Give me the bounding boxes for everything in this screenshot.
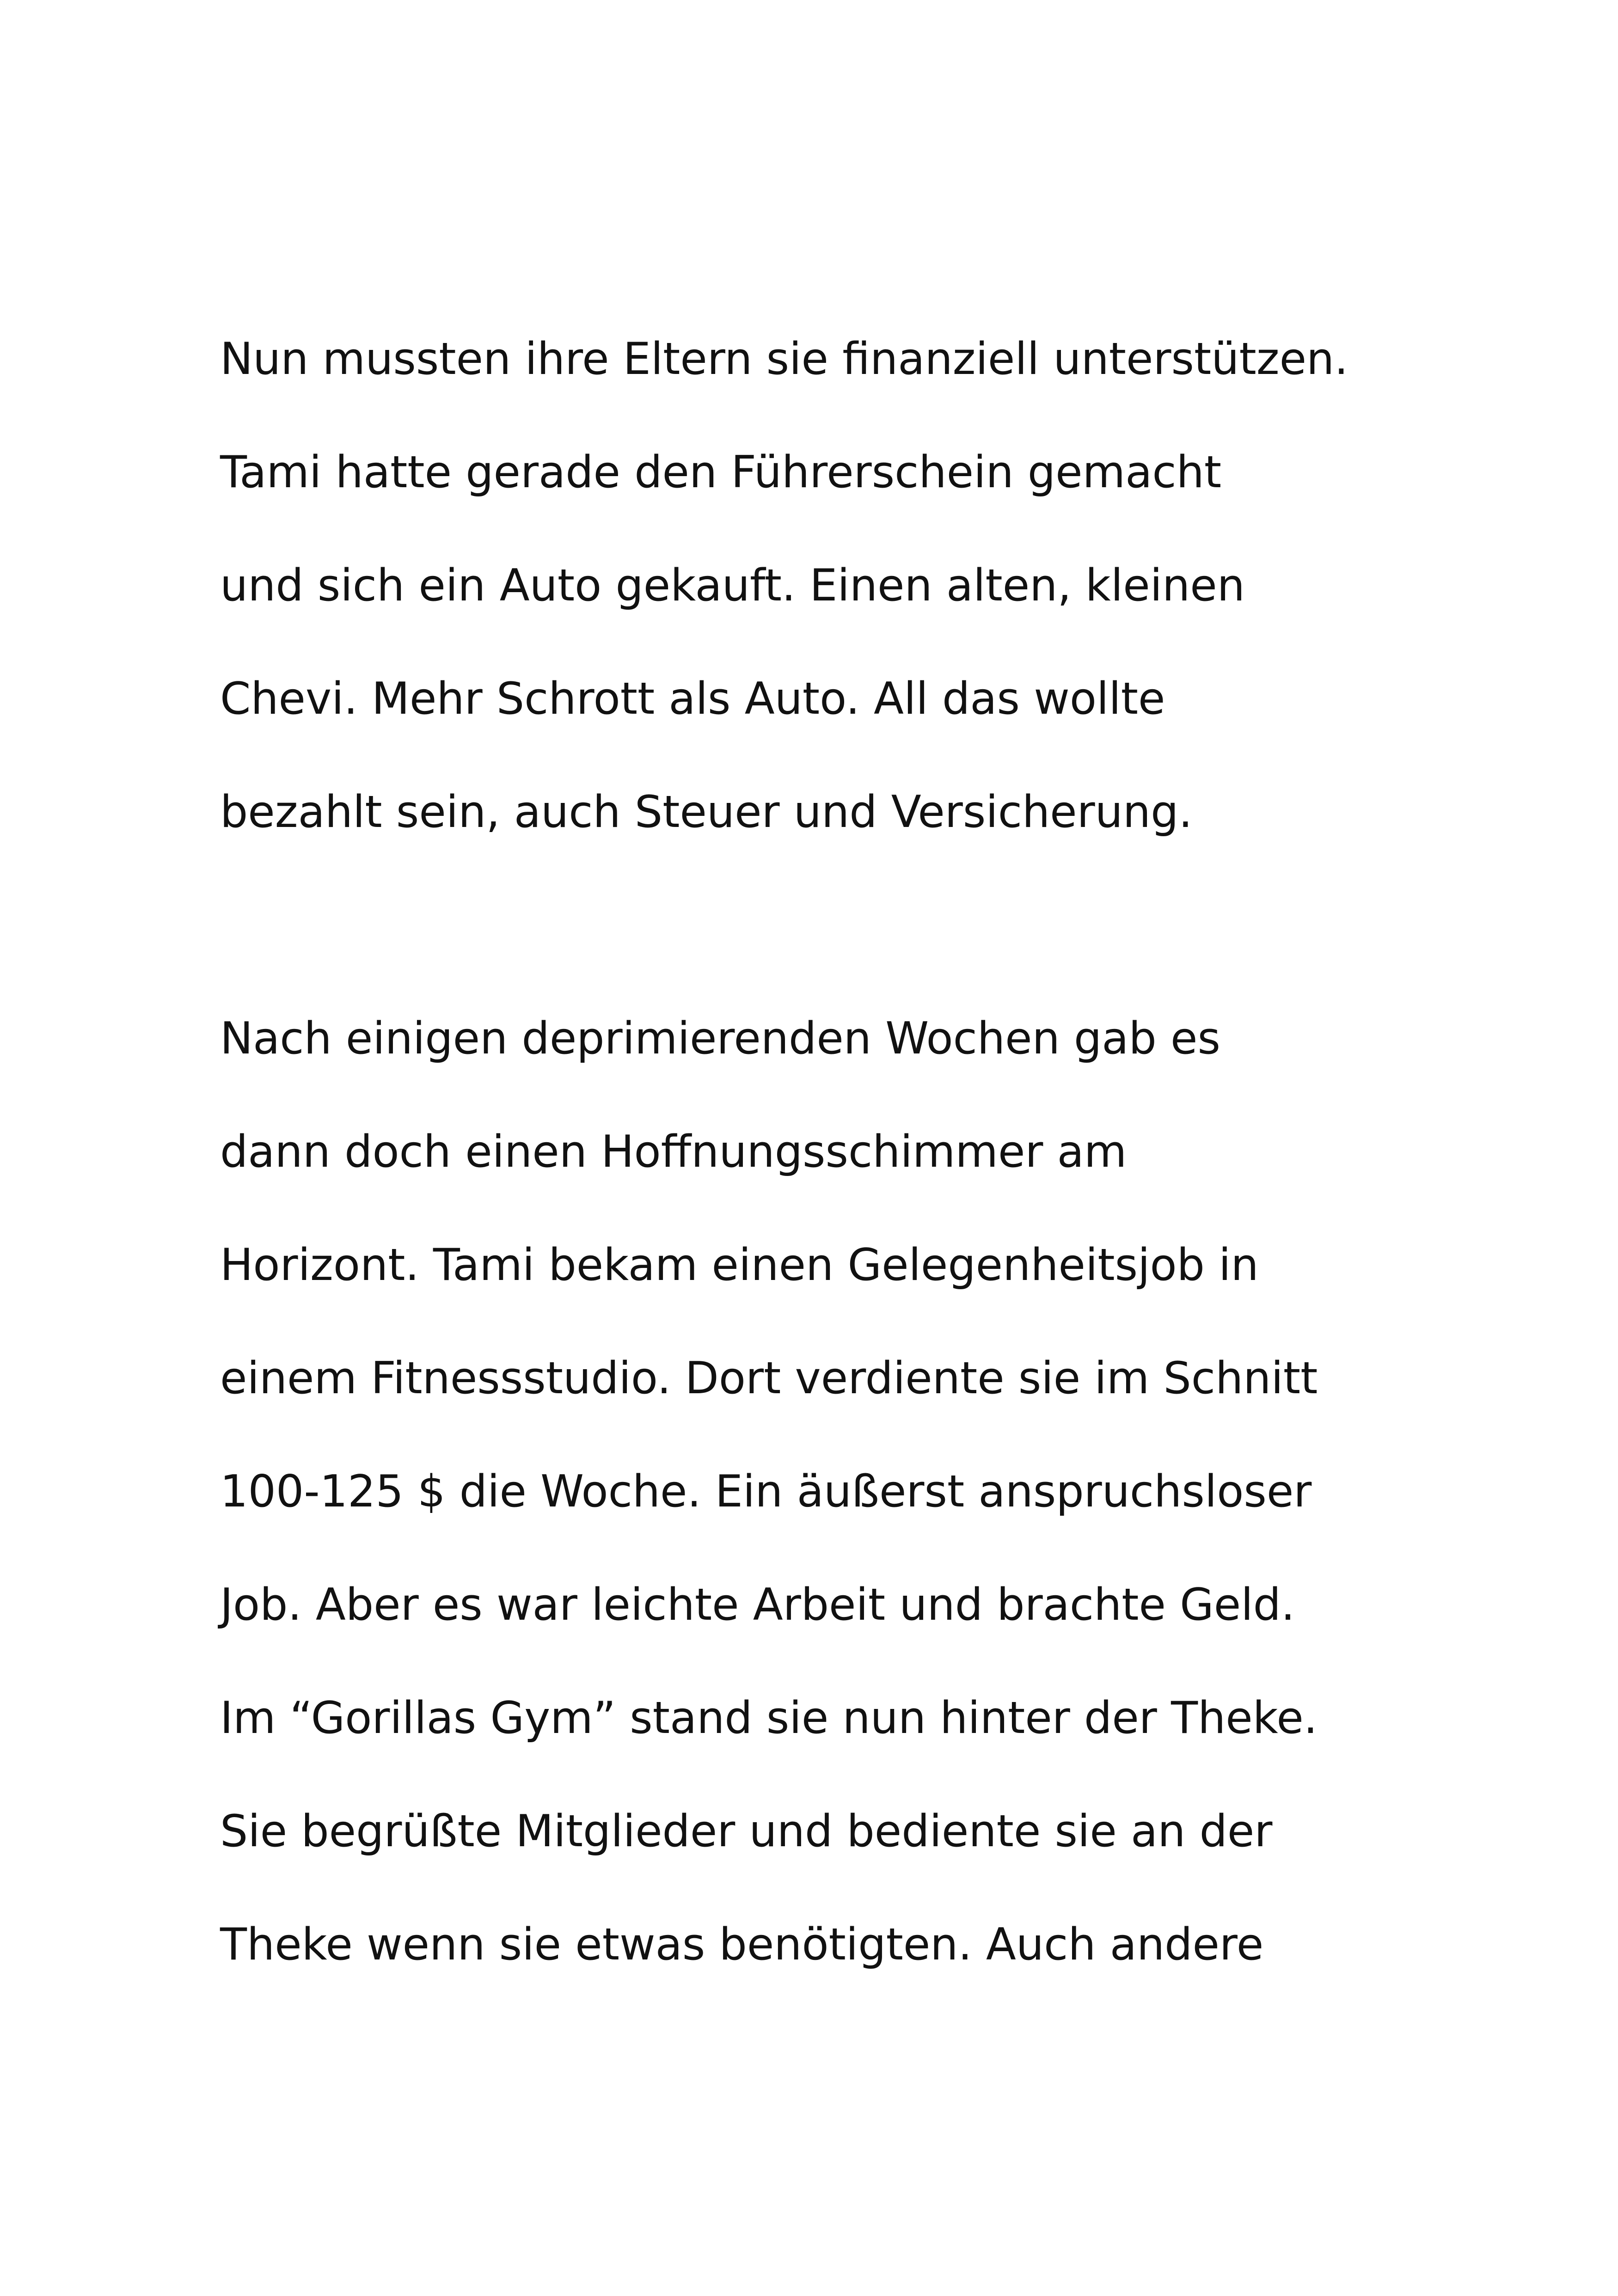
text-line: Tami hatte gerade den Führerschein gemacht (220, 447, 1222, 498)
text-line: und sich ein Auto gekauft. Einen alten, kleinen (220, 560, 1245, 611)
text-line: dann doch einen Hoffnungsschimmer am (220, 1127, 1127, 1177)
text-line: Theke wenn sie etwas benötigten. Auch andere (220, 1919, 1264, 1970)
text-line: Chevi. Mehr Schrott als Auto. All das wollte (220, 673, 1165, 724)
text-line: 100-125 $ die Woche. Ein äußerst anspruchsloser (220, 1466, 1312, 1517)
text-line: Horizont. Tami bekam einen Gelegenheitsjob in (220, 1240, 1259, 1291)
text-line: bezahlt sein, auch Steuer und Versicherung. (220, 787, 1193, 838)
text-line: Job. Aber es war leichte Arbeit und brachte Geld. (220, 1580, 1295, 1630)
text-line: Im “Gorillas Gym” stand sie nun hinter der Theke. (220, 1693, 1318, 1744)
text-line: einem Fitnessstudio. Dort verdiente sie im Schnitt (220, 1353, 1318, 1404)
text-line: Sie begrüßte Mitglieder und bediente sie an der (220, 1806, 1273, 1857)
text-line: Nach einigen deprimierenden Wochen gab es (220, 1013, 1220, 1064)
text-line: Nun mussten ihre Eltern sie finanziell unterstützen. (220, 334, 1348, 385)
